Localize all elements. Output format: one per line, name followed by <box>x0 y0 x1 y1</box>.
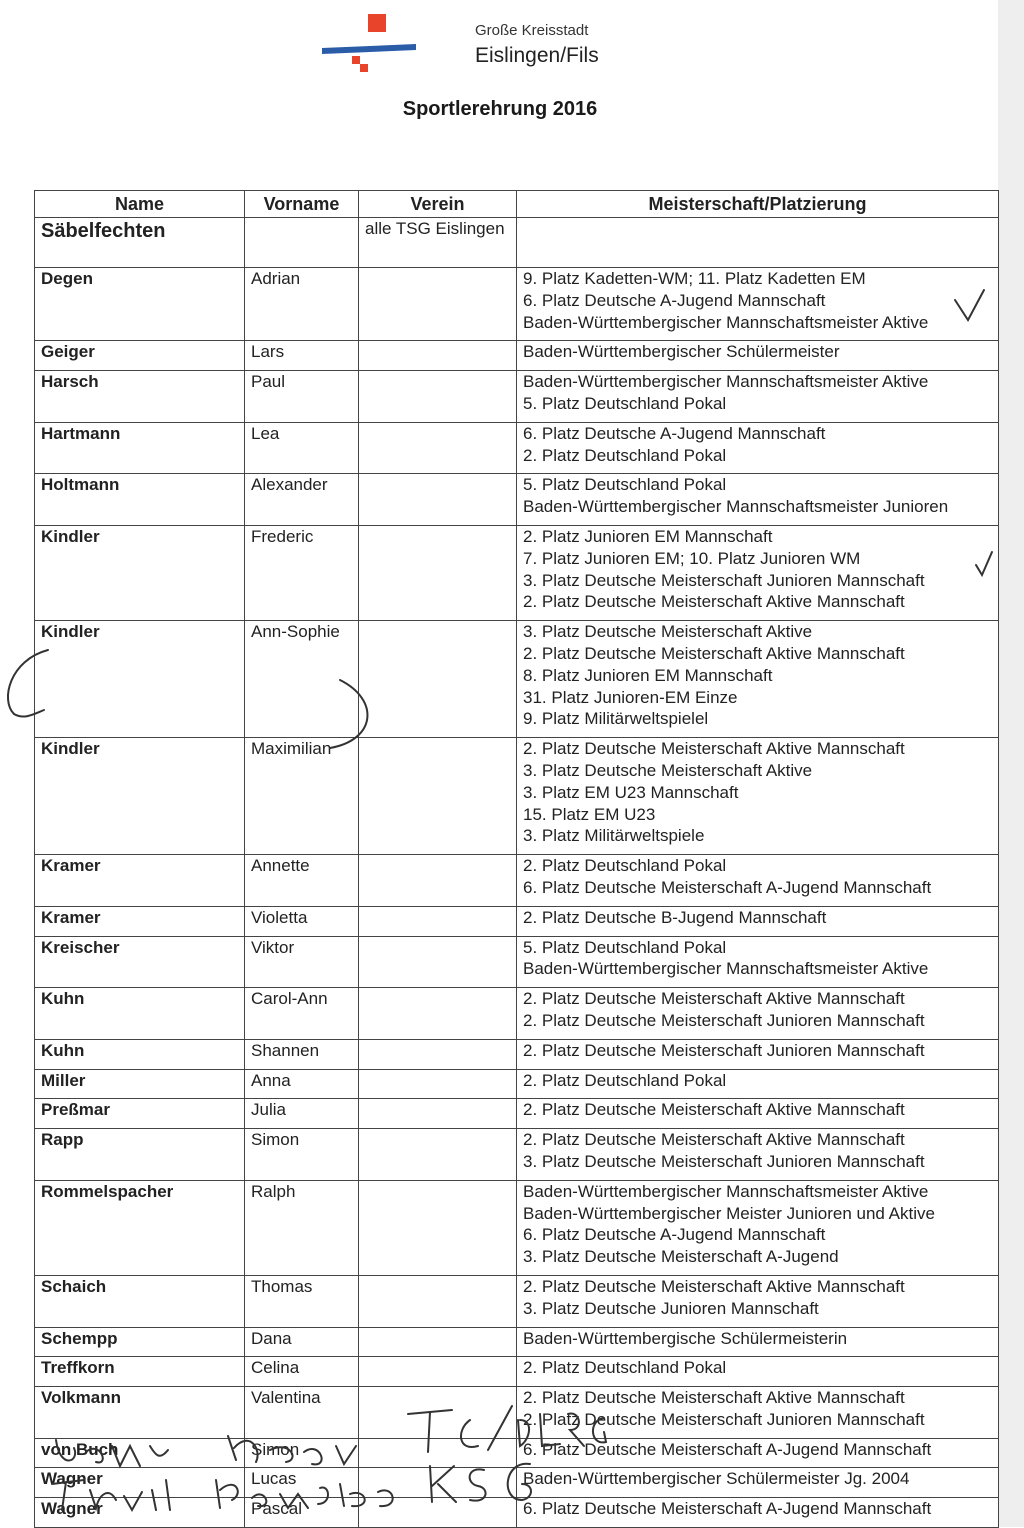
results-table <box>34 190 999 1528</box>
table-row <box>35 1039 999 1069</box>
placement-line: 5. Platz Deutschland Pokal <box>523 475 727 495</box>
athlete-first-name: Anna <box>245 1069 359 1099</box>
section-empty-2 <box>517 218 999 268</box>
placement-line: 3. Platz EM U23 Mannschaft <box>523 782 739 802</box>
athlete-first-name: Dana <box>245 1327 359 1357</box>
athlete-last-name: Harsch <box>35 371 245 423</box>
placement-line: Baden-Württembergischer Mannschaftsmeister Junioren <box>523 497 949 517</box>
athlete-club <box>359 525 517 620</box>
placement-line: 3. Platz Deutsche Meisterschaft Aktive <box>523 760 813 780</box>
athlete-first-name: Julia <box>245 1099 359 1129</box>
table-row <box>35 525 999 620</box>
placement-cell <box>517 1129 999 1181</box>
athlete-last-name: Miller <box>35 1069 245 1099</box>
athlete-club <box>359 1438 517 1468</box>
table-row <box>35 1438 999 1468</box>
athlete-first-name: Frederic <box>245 525 359 620</box>
table-row <box>35 738 999 855</box>
table-row <box>35 341 999 371</box>
placement-line: 2. Platz Deutsche Meisterschaft Aktive Mannschaft <box>523 592 905 612</box>
section-empty <box>245 218 359 268</box>
placement-cell <box>517 1387 999 1439</box>
placement-line: 8. Platz Junioren EM Mannschaft <box>523 665 773 685</box>
athlete-club <box>359 1468 517 1498</box>
athlete-last-name: Wagner <box>35 1498 245 1528</box>
table-row <box>35 1129 999 1181</box>
table-row <box>35 621 999 738</box>
section-row <box>35 218 999 268</box>
athlete-first-name: Simon <box>245 1129 359 1181</box>
placement-line: Baden-Württembergischer Mannschaftsmeister Aktive <box>523 959 929 979</box>
table-row <box>35 1275 999 1327</box>
athlete-club <box>359 988 517 1040</box>
placement-cell <box>517 1498 999 1528</box>
athlete-first-name: Violetta <box>245 906 359 936</box>
athlete-club <box>359 1498 517 1528</box>
placement-line: 3. Platz Deutsche Meisterschaft A-Jugend <box>523 1247 839 1267</box>
athlete-first-name: Simon <box>245 1438 359 1468</box>
athlete-first-name: Lea <box>245 422 359 474</box>
placement-cell <box>517 422 999 474</box>
letterhead <box>320 10 740 80</box>
athlete-first-name: Shannen <box>245 1039 359 1069</box>
table-row <box>35 906 999 936</box>
athlete-club <box>359 1387 517 1439</box>
placement-line: 3. Platz Deutsche Meisterschaft Aktive <box>523 622 813 642</box>
city-logo-icon <box>320 10 420 80</box>
athlete-last-name: Schempp <box>35 1327 245 1357</box>
table-row <box>35 988 999 1040</box>
placement-line: 2. Platz Deutsche Meisterschaft Aktive Mannschaft <box>523 643 905 663</box>
placement-line: 2. Platz Deutsche Meisterschaft Aktive Mannschaft <box>523 739 905 759</box>
athlete-first-name: Annette <box>245 855 359 907</box>
placement-line: 2. Platz Deutsche Meisterschaft Junioren Mannschaft <box>523 1409 925 1429</box>
athlete-last-name: Wagner <box>35 1468 245 1498</box>
athlete-last-name: Kramer <box>35 906 245 936</box>
athlete-last-name: Schaich <box>35 1275 245 1327</box>
placement-line: 6. Platz Deutsche Meisterschaft A-Jugend Mannschaft <box>523 1499 932 1519</box>
athlete-last-name: Hartmann <box>35 422 245 474</box>
placement-line: 5. Platz Deutschland Pokal <box>523 393 727 413</box>
table-row <box>35 1069 999 1099</box>
athlete-first-name: Thomas <box>245 1275 359 1327</box>
placement-line: 2. Platz Deutsche Meisterschaft Junioren Mannschaft <box>523 1010 925 1030</box>
placement-cell <box>517 1275 999 1327</box>
placement-cell <box>517 738 999 855</box>
placement-line: 6. Platz Deutsche Meisterschaft A-Jugend Mannschaft <box>523 1439 932 1459</box>
table-row <box>35 1468 999 1498</box>
athlete-first-name: Viktor <box>245 936 359 988</box>
placement-line: 5. Platz Deutschland Pokal <box>523 937 727 957</box>
placement-line: 3. Platz Deutsche Meisterschaft Junioren Mannschaft <box>523 570 925 590</box>
table-row <box>35 855 999 907</box>
athlete-club <box>359 1180 517 1275</box>
section-club: alle TSG Eislingen <box>359 218 517 268</box>
athlete-first-name: Paul <box>245 371 359 423</box>
athlete-club <box>359 738 517 855</box>
table-row <box>35 1498 999 1528</box>
athlete-club <box>359 1069 517 1099</box>
page-edge <box>998 0 1024 1527</box>
placement-line: 3. Platz Deutsche Meisterschaft Junioren Mannschaft <box>523 1151 925 1171</box>
athlete-last-name: Kreischer <box>35 936 245 988</box>
city-small-label: Große Kreisstadt <box>475 22 589 39</box>
logo-red-small-2 <box>360 64 368 72</box>
placement-cell <box>517 1357 999 1387</box>
athlete-last-name: Treffkorn <box>35 1357 245 1387</box>
logo-blue-bar <box>322 44 416 54</box>
athlete-club <box>359 1275 517 1327</box>
athlete-first-name: Valentina <box>245 1387 359 1439</box>
athlete-last-name: Kindler <box>35 738 245 855</box>
athlete-first-name: Ann-Sophie <box>245 621 359 738</box>
athlete-club <box>359 474 517 526</box>
athlete-club <box>359 1357 517 1387</box>
placement-cell <box>517 525 999 620</box>
athlete-club <box>359 371 517 423</box>
placement-line: 3. Platz Deutsche Junioren Mannschaft <box>523 1298 819 1318</box>
header-placement: Meisterschaft/Platzierung <box>517 191 999 218</box>
athlete-first-name: Maximilian <box>245 738 359 855</box>
city-name: Eislingen/Fils <box>475 44 599 67</box>
table-row <box>35 474 999 526</box>
table-row <box>35 1387 999 1439</box>
placement-line: Baden-Württembergischer Schülermeister <box>523 342 840 362</box>
athlete-last-name: Holtmann <box>35 474 245 526</box>
placement-line: 9. Platz Kadetten-WM; 11. Platz Kadetten EM <box>523 269 866 288</box>
header-name: Name <box>35 191 245 218</box>
placement-line: 15. Platz EM U23 <box>523 804 656 824</box>
athlete-club <box>359 268 517 341</box>
header-first-name: Vorname <box>245 191 359 218</box>
placement-line: Baden-Württembergischer Schülermeister Jg. 2004 <box>523 1469 910 1489</box>
logo-red-square <box>368 14 386 32</box>
placement-line: 6. Platz Deutsche A-Jugend Mannschaft <box>523 290 826 310</box>
table-row <box>35 371 999 423</box>
athlete-first-name: Celina <box>245 1357 359 1387</box>
athlete-first-name: Lars <box>245 341 359 371</box>
athlete-club <box>359 906 517 936</box>
athlete-last-name: Rapp <box>35 1129 245 1181</box>
athlete-club <box>359 1327 517 1357</box>
placement-line: Baden-Württembergischer Meister Junioren und Aktive <box>523 1203 935 1223</box>
placement-cell <box>517 371 999 423</box>
placement-cell <box>517 1468 999 1498</box>
athlete-last-name: Kindler <box>35 525 245 620</box>
table-row <box>35 422 999 474</box>
placement-cell <box>517 341 999 371</box>
placement-cell <box>517 988 999 1040</box>
athlete-last-name: von Buch <box>35 1438 245 1468</box>
document-title: Sportlerehrung 2016 <box>402 98 598 120</box>
athlete-club <box>359 1039 517 1069</box>
placement-line: 2. Platz Deutsche B-Jugend Mannschaft <box>523 907 827 927</box>
placement-line: 6. Platz Deutsche Meisterschaft A-Jugend Mannschaft <box>523 877 932 897</box>
placement-line: 9. Platz Militärweltspielel <box>523 709 709 729</box>
placement-cell <box>517 621 999 738</box>
athlete-last-name: Rommelspacher <box>35 1180 245 1275</box>
placement-cell <box>517 855 999 907</box>
placement-line: Baden-Württembergischer Mannschaftsmeister Aktive <box>523 1181 929 1201</box>
placement-line: 2. Platz Deutsche Meisterschaft Aktive Mannschaft <box>523 1276 905 1296</box>
section-label: Säbelfechten <box>35 218 245 268</box>
placement-line: Baden-Württembergische Schülermeisterin <box>523 1328 848 1348</box>
placement-line: 2. Platz Deutsche Meisterschaft Junioren Mannschaft <box>523 1040 925 1060</box>
athlete-last-name: Kramer <box>35 855 245 907</box>
placement-line: Baden-Württembergischer Mannschaftsmeister Aktive <box>523 372 929 392</box>
placement-cell <box>517 1327 999 1357</box>
placement-cell <box>517 1099 999 1129</box>
placement-line: 2. Platz Deutsche Meisterschaft Aktive Mannschaft <box>523 989 905 1009</box>
placement-line: 6. Platz Deutsche A-Jugend Mannschaft <box>523 1225 826 1245</box>
placement-line: 31. Platz Junioren-EM Einze <box>523 687 738 707</box>
athlete-first-name: Carol-Ann <box>245 988 359 1040</box>
table-row <box>35 1357 999 1387</box>
placement-line: 2. Platz Deutschland Pokal <box>523 1070 727 1090</box>
placement-cell <box>517 1438 999 1468</box>
athlete-first-name: Alexander <box>245 474 359 526</box>
athlete-club <box>359 1129 517 1181</box>
athlete-last-name: Kuhn <box>35 1039 245 1069</box>
athlete-first-name: Ralph <box>245 1180 359 1275</box>
placement-line: 7. Platz Junioren EM; 10. Platz Junioren WM <box>523 548 861 568</box>
athlete-last-name: Preßmar <box>35 1099 245 1129</box>
athlete-last-name: Volkmann <box>35 1387 245 1439</box>
placement-cell <box>517 474 999 526</box>
athlete-first-name: Adrian <box>245 268 359 341</box>
table-row <box>35 1099 999 1129</box>
athlete-last-name: Kindler <box>35 621 245 738</box>
athlete-club <box>359 1099 517 1129</box>
placement-line: 2. Platz Junioren EM Mannschaft <box>523 526 773 546</box>
table-row <box>35 1327 999 1357</box>
placement-cell <box>517 906 999 936</box>
athlete-first-name: Pascal <box>245 1498 359 1528</box>
table-row <box>35 936 999 988</box>
placement-cell <box>517 1180 999 1275</box>
placement-line: 2. Platz Deutschland Pokal <box>523 445 727 465</box>
logo-red-small-1 <box>352 56 360 64</box>
placement-cell <box>517 936 999 988</box>
table-row <box>35 268 999 341</box>
athlete-club <box>359 855 517 907</box>
placement-line: 6. Platz Deutsche A-Jugend Mannschaft <box>523 423 826 443</box>
placement-line: 2. Platz Deutschland Pokal <box>523 1358 727 1378</box>
placement-line: 3. Platz Militärweltspiele <box>523 826 705 846</box>
athlete-last-name: Kuhn <box>35 988 245 1040</box>
placement-line: 2. Platz Deutsche Meisterschaft Aktive Mannschaft <box>523 1388 905 1408</box>
athlete-club <box>359 621 517 738</box>
table-header-row <box>35 191 999 218</box>
table-row <box>35 1180 999 1275</box>
placement-line: 2. Platz Deutschland Pokal <box>523 856 727 876</box>
athlete-last-name: Degen <box>35 268 245 341</box>
athlete-club <box>359 341 517 371</box>
placement-line: Baden-Württembergischer Mannschaftsmeister Aktive <box>523 312 929 332</box>
placement-cell <box>517 1039 999 1069</box>
athlete-first-name: Lucas <box>245 1468 359 1498</box>
placement-line: 2. Platz Deutsche Meisterschaft Aktive Mannschaft <box>523 1100 905 1120</box>
placement-line: 2. Platz Deutsche Meisterschaft Aktive Mannschaft <box>523 1130 905 1150</box>
athlete-club <box>359 936 517 988</box>
athlete-last-name: Geiger <box>35 341 245 371</box>
header-club: Verein <box>359 191 517 218</box>
placement-cell <box>517 1069 999 1099</box>
placement-cell <box>517 268 999 341</box>
athlete-club <box>359 422 517 474</box>
